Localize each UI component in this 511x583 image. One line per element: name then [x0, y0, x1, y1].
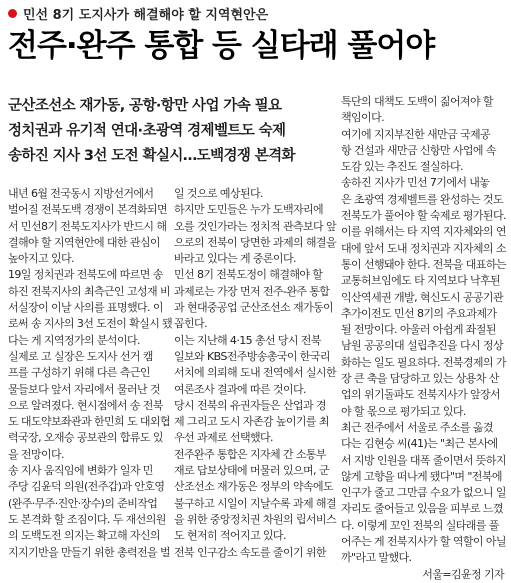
body-text-line: 민선 8기 전북도정이 해결해야 할	[174, 268, 323, 282]
body-text-line: 여기에 지지부진한 새만금 국제공	[341, 127, 491, 141]
body-text-line: 남원 공공의대 설립추진을 다시 정상	[341, 339, 503, 353]
subheadline: 정치권과 유기적 연대·초광역 경제벨트도 숙제	[8, 123, 286, 139]
body-text-line: 도감 있는 추진도 절실하다.	[341, 160, 463, 174]
body-text-line: 항 건설과 새만금 신항만 사업에 속	[341, 143, 496, 157]
body-text-line: 통이 선행돼야 한다. 전북을 대표하는	[341, 257, 506, 271]
body-text-line: 꼽힌다.	[174, 317, 207, 331]
body-text-line: 프를 구성하기 위해 다른 측근인	[8, 366, 150, 380]
body-text-line: 도 현저히 적어지고 있다.	[174, 529, 286, 543]
body-text-line: 특단의 대책도 도백이 짊어져야 할	[341, 95, 493, 108]
body-text-line: 벌어질 전북도백 경쟁이 본격화되면	[8, 203, 168, 217]
body-text-line: 이를 위해서는 타 지역 지자체와의 연	[341, 225, 506, 239]
body-text-line: 다는 게 지역정가의 분석이다.	[8, 333, 140, 347]
body-text-line: 제 그리고 도시 자존감 높이기를 최	[174, 415, 329, 429]
body-text-line: 업의 위기돌파도 전북지사가 앞장서	[341, 388, 501, 402]
body-text-line: 일 것으로 예상된다.	[174, 187, 263, 200]
subheadline: 송하진 지사 3선 도전 확실시…도백경쟁 본격화	[8, 148, 295, 164]
body-text-line: 로써 송 지사의 3선 도전이 확실시 됐	[8, 317, 173, 331]
body-text-line: 어주는 게 전북지사가 할 역할이 아닐	[341, 535, 506, 549]
body-text-line: 인구가 줄고 그만큼 수요가 없으니 일	[341, 486, 506, 500]
body-column-3	[341, 94, 504, 583]
kicker	[8, 4, 268, 22]
red-bullet-icon	[8, 9, 17, 18]
body-text-line: 하지만 도민들은 누가 도백자리에	[174, 203, 324, 217]
body-text-line: 으로 알려졌다. 현시점에서 송 전북	[8, 398, 163, 412]
body-text-line: 교통허브임에도 타 지역보다 낙후된	[341, 274, 501, 288]
body-text-line: 서 지방 인원을 대폭 줄이면서 뜻하지	[341, 453, 506, 467]
kicker-text: 민선 8기 도지사가 해결해야 할 지역현안은	[23, 7, 269, 23]
body-text-line: 서실장이 이날 사의를 표명했다. 이	[8, 301, 163, 315]
body-text-line: 으로의 전북이 당면한 과제의 해결을	[174, 235, 336, 249]
byline: 서울=김윤정 기자	[422, 567, 504, 581]
body-text-line: 까"라고 말했다.	[341, 551, 412, 565]
body-text-line: 산조선소 재가동은 정부의 약속에도	[174, 480, 334, 494]
body-text-line: 자리도 줄어들고 있음을 피부로 느꼈	[341, 502, 503, 516]
body-text-line: 물들보다 앞서 자리에서 물러난 것	[8, 382, 160, 396]
body-text-line: 력국장, 오재승 공보관의 합류도 있	[8, 431, 163, 445]
body-text-line: 도 대도약보좌관과 한민희 도 대외협	[8, 415, 170, 429]
body-text-line: 송하진 지사가 민선 7기에서 내놓	[341, 176, 490, 190]
body-text-line: 추가이전도 민선 8기의 주요과제가	[341, 306, 497, 320]
body-text-line: 오를 것인가라는 정치적 관측보다 앞	[174, 219, 336, 233]
body-text-line: 의 도백도전 의지는 확고해 자신의	[8, 529, 160, 543]
body-text-line: 야 할 몫으로 평가되고 있다.	[341, 404, 466, 418]
body-text-line: 이는 지난해 4·15 총선 당시 전북	[174, 333, 321, 347]
body-text-line: 될 전망이다. 아울러 아쉽게 좌절된	[341, 323, 496, 337]
body-text-line: 주당 김윤덕 의원(전주갑)과 안호영	[8, 480, 165, 494]
body-text-line: 은 초광역 경제벨트를 완성하는 것도	[341, 192, 503, 206]
body-text-line: 을 위한 중앙정치권 차원의 립서비스	[174, 512, 336, 526]
body-text-line: 장 큰 축을 담당하고 있는 상용차 산	[341, 372, 499, 386]
body-text-line: 전주완주 통합은 지자체 간 소통부	[174, 447, 326, 461]
body-text-line: 대에 앞서 도내 정치권과 지자체의 소	[341, 241, 506, 255]
body-text-line: 않게 고향을 떠나게 됐다"며 "전북에	[341, 469, 502, 483]
body-text-line: 전북 인구감소 속도를 줄이기 위한	[174, 545, 326, 559]
subheadline: 군산조선소 재가동, 공항·항만 사업 가속 필요	[8, 98, 282, 114]
subheadlines	[8, 94, 330, 169]
body-text-line: 다. 이렇게 꼬인 전북의 실타래를 풀	[341, 518, 499, 532]
body-text-line: 우선 과제로 선택했다.	[174, 431, 273, 445]
body-text-line: 최근 전주에서 서울로 주소를 옮겼	[341, 420, 493, 434]
body-text-line: 바라고 있다는 게 중론이다.	[174, 252, 296, 266]
body-text-line: 송 지사 움직임에 변화가 일자 민	[8, 464, 153, 478]
body-column-1	[8, 186, 173, 561]
body-text-line: 책임이다.	[341, 111, 385, 125]
body-text-line: 일보와 KBS전주방송총국이 한국리	[174, 349, 330, 363]
body-text-line: 을 전망이다.	[8, 447, 64, 461]
body-text-line: 결해야 할 지역현안에 대한 관심이	[8, 235, 160, 249]
headline: 전주·완주 통합 등 실타래 풀어야	[8, 28, 435, 64]
body-text-line: 서치에 의뢰해 도내 전역에서 실시한	[174, 366, 336, 380]
body-text-line: 익산역세권 개발, 혁신도시 공공기관	[341, 290, 503, 304]
body-text-line: (완주·무주·진안·장수)의 준비작업	[8, 496, 158, 510]
body-text-line: 실제로 고 실장은 도지사 선거 캠	[8, 349, 153, 363]
body-text-line: 하진 전북지사의 최측근인 고성재 비	[8, 284, 170, 298]
body-column-2	[174, 186, 336, 561]
body-text-line: 19일 정치권과 전북도에 따르면 송	[8, 268, 163, 282]
body-text-line: 높아지고 있다.	[8, 252, 74, 266]
body-text-line: 서 민선8기 전북도지사가 반드시 해	[8, 219, 167, 233]
body-text-line: 지지기반을 만들기 위한 총력전을 벌	[8, 545, 170, 559]
body-text-line: 전북도가 풀어야 할 숙제로 평가된다.	[341, 209, 506, 223]
body-text-line: 도 본격화 할 조짐이다. 두 재선의원	[8, 512, 166, 526]
body-text-line: 화하는 일도 필요하다. 전북경제의 가	[341, 355, 506, 369]
body-text-line: 불구하고 시일이 지날수록 과제 해결	[174, 496, 336, 510]
body-text-line: 당시 전북의 유권자들은 산업과 경	[174, 398, 326, 412]
body-text-line: 과 현대중공업 군산조선소 재가동이	[174, 301, 334, 315]
body-text-line: 과제로는 가장 먼저 전주-완주 통합	[174, 284, 330, 298]
body-text-line: 다는 김현승 씨(41)는 "최근 본사에	[341, 437, 498, 451]
body-text-line: 내년 6월 전국동시 지방선거에서	[8, 187, 154, 200]
body-text-line: 여론조사 결과에 따른 것이다.	[174, 382, 306, 396]
body-text-line: 재로 답보상태에 머물러 있으며, 군	[174, 464, 329, 478]
